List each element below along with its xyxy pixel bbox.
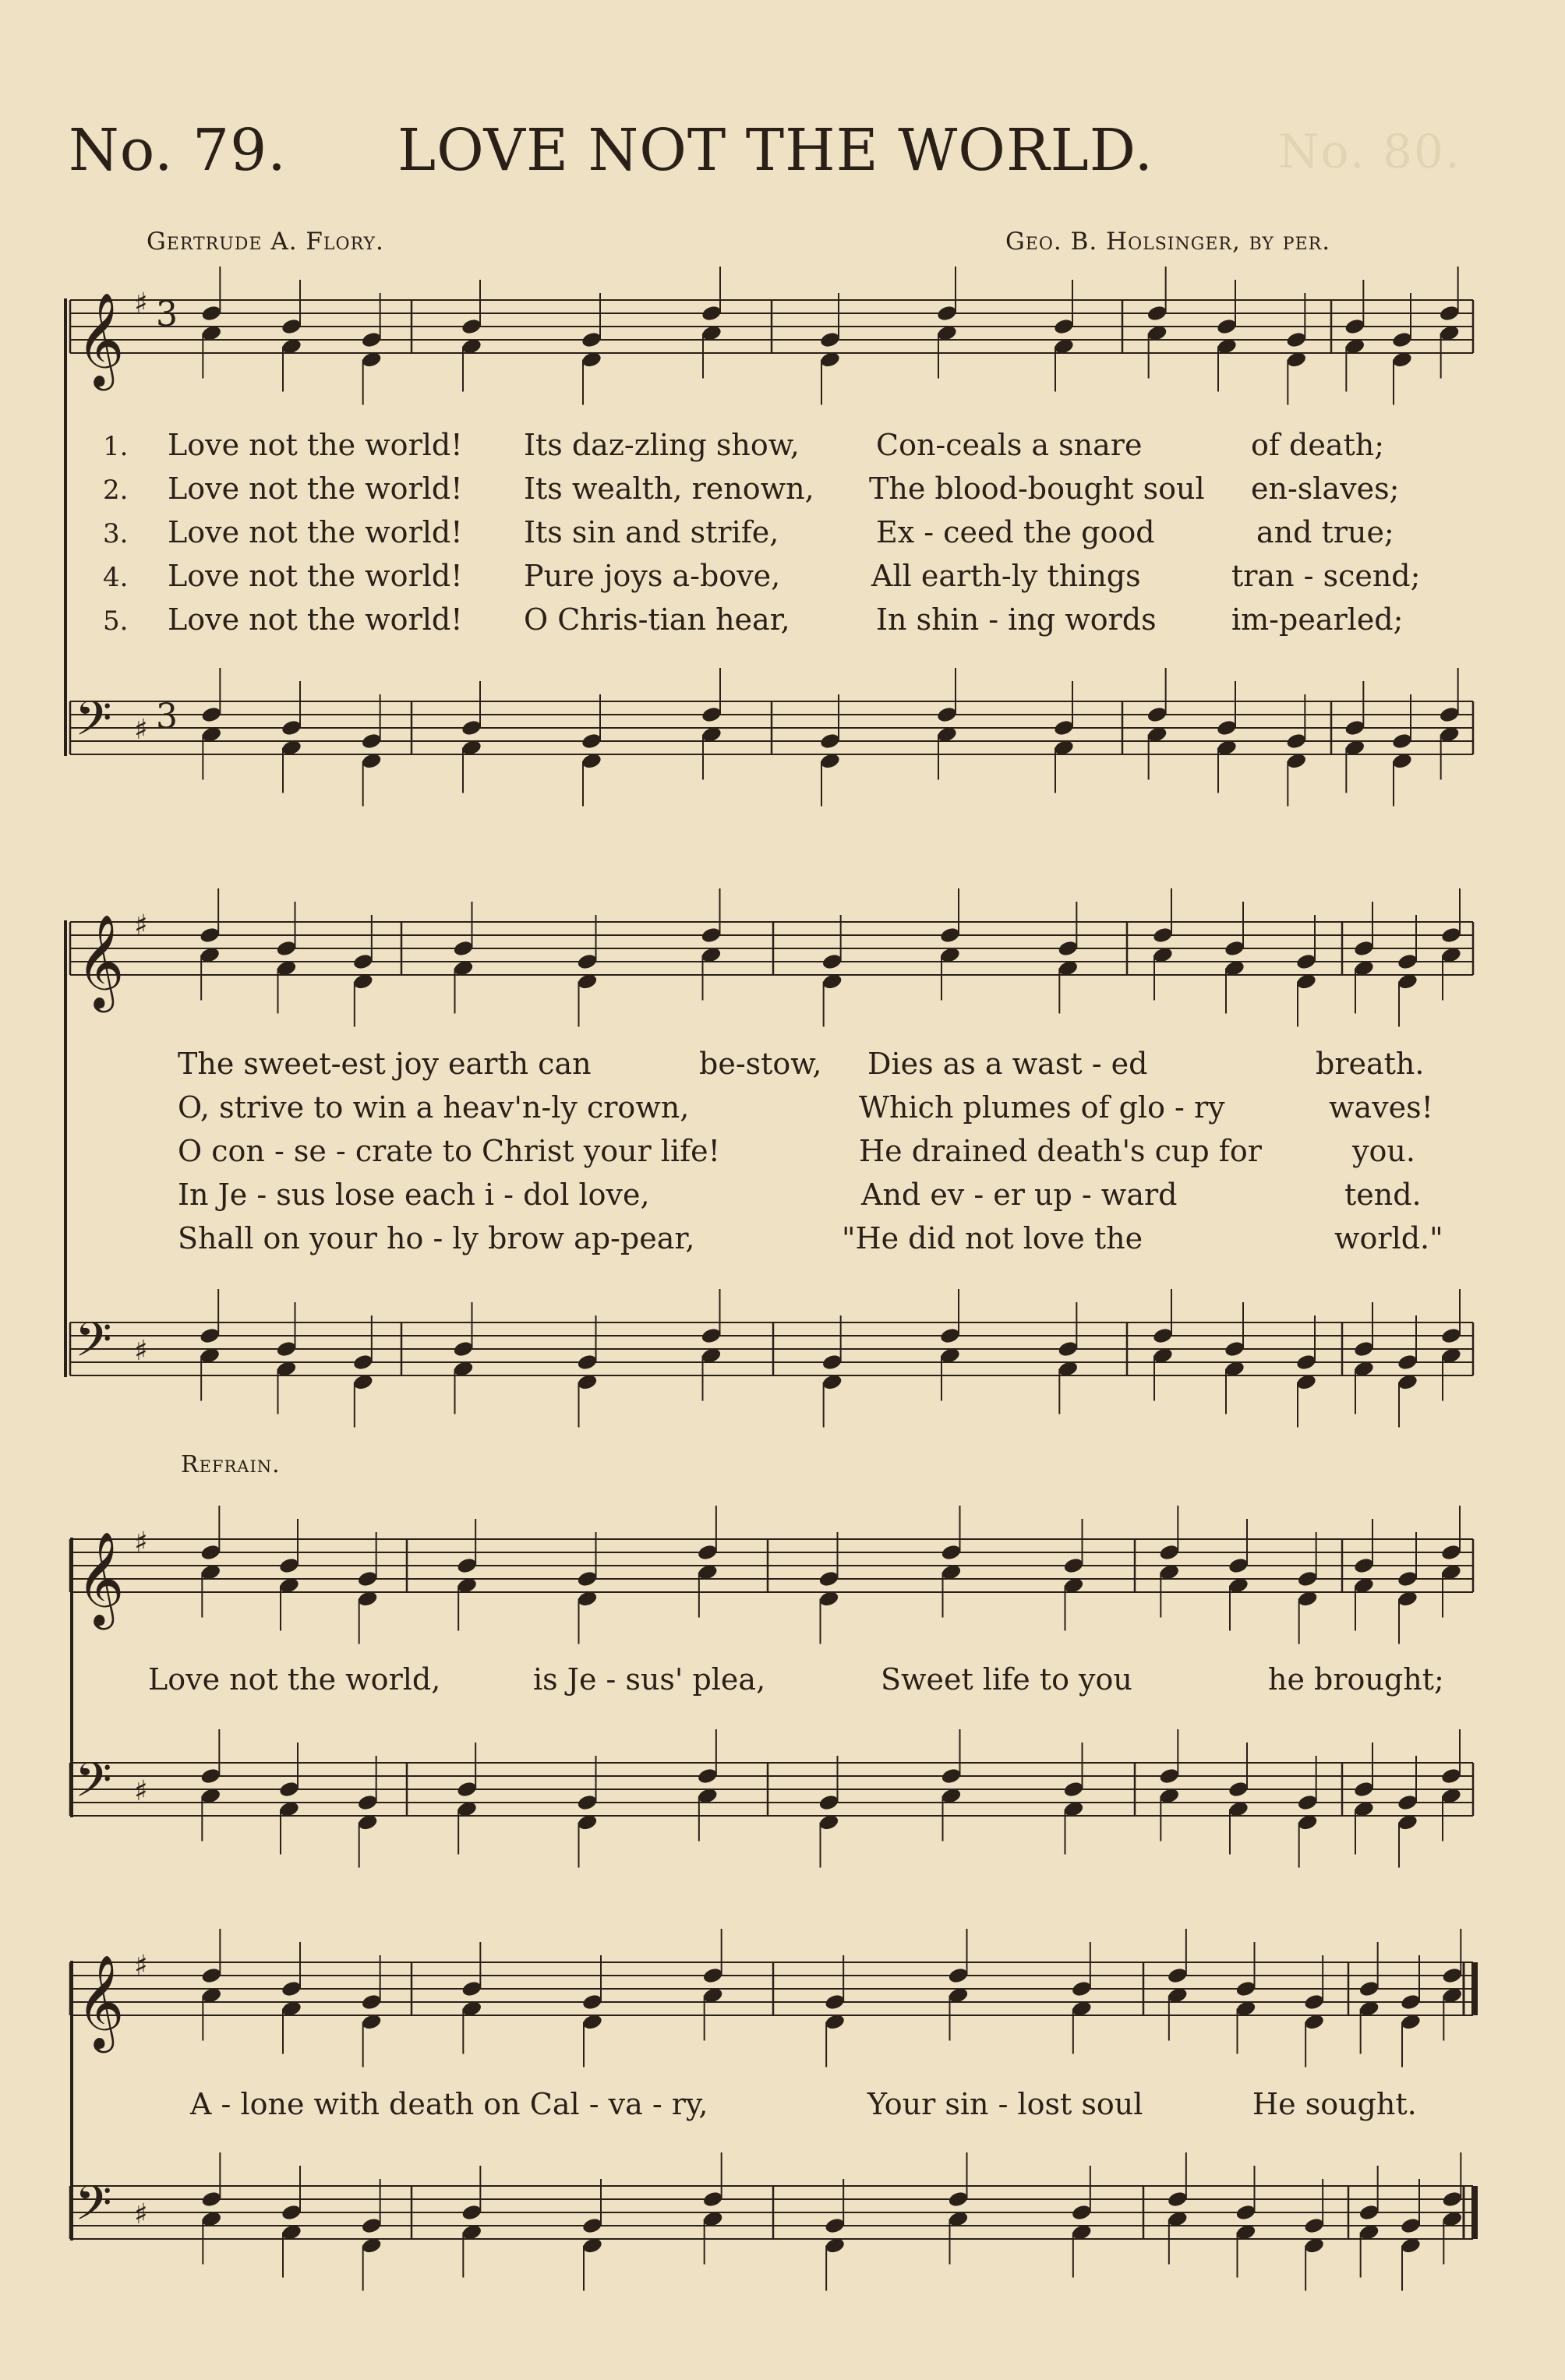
notehead — [581, 1993, 603, 2011]
lyric: Love not the world! — [168, 559, 463, 593]
notehead — [361, 330, 383, 348]
hymn-number: No. 79. — [69, 117, 287, 184]
notehead — [1285, 732, 1307, 750]
sharp-icon: ♯ — [134, 2198, 148, 2230]
notehead — [357, 1793, 379, 1811]
lyric: world." — [1334, 1221, 1443, 1255]
notehead — [576, 1793, 598, 1811]
lyric: In shin - ing words — [876, 602, 1157, 637]
notehead — [940, 1767, 962, 1785]
notehead — [697, 1543, 719, 1561]
notehead — [1440, 1767, 1462, 1785]
notehead — [1057, 1340, 1079, 1358]
notehead — [275, 1340, 297, 1358]
sharp-icon: ♯ — [134, 1775, 148, 1807]
notehead — [1224, 1340, 1245, 1358]
bass-clef-icon: 𝄢 — [75, 1312, 112, 1379]
notehead — [697, 1767, 719, 1785]
notehead — [581, 2216, 603, 2234]
sharp-icon: ♯ — [134, 1335, 148, 1367]
lyric: of death; — [1251, 428, 1385, 462]
notehead — [452, 1340, 474, 1358]
notehead — [821, 1353, 843, 1371]
notehead — [824, 2216, 846, 2234]
lyric: Pure joys a-bove, — [524, 559, 781, 593]
refrain-label: Refrain. — [181, 1451, 281, 1478]
lyric: im-pearled; — [1231, 602, 1404, 637]
notehead — [278, 1780, 300, 1798]
lyric: he brought; — [1268, 1662, 1444, 1697]
notehead — [281, 2203, 302, 2221]
lyric: "He did not love the — [842, 1221, 1143, 1255]
time-signature: 3 — [156, 697, 178, 736]
notehead — [576, 1353, 598, 1371]
notehead — [1303, 1993, 1325, 2011]
author-credit: Gertrude A. Flory. — [147, 228, 384, 256]
notehead — [361, 2216, 383, 2234]
notehead — [1439, 705, 1461, 723]
notehead — [700, 1326, 722, 1344]
lyric: tend. — [1344, 1178, 1422, 1212]
lyric: breath. — [1316, 1047, 1425, 1081]
notehead — [702, 2190, 724, 2208]
notehead — [1224, 939, 1245, 957]
notehead — [1303, 2216, 1325, 2234]
lyric: Sweet life to you — [881, 1662, 1132, 1697]
treble-clef-icon: 𝄞 — [76, 913, 125, 1008]
notehead — [352, 1353, 374, 1371]
notehead — [1353, 1340, 1375, 1358]
notehead — [1400, 2216, 1422, 2234]
lyric: He drained death's cup for — [859, 1134, 1262, 1168]
lyric: Love not the world! — [168, 515, 463, 549]
notehead — [461, 317, 482, 335]
verse-number: 5. — [103, 606, 129, 637]
lyric: you. — [1352, 1134, 1415, 1168]
notehead — [1353, 1556, 1375, 1574]
notehead — [1440, 1543, 1462, 1561]
notehead — [1216, 317, 1238, 335]
lyric: Love not the world! — [168, 428, 463, 462]
composer-credit: Geo. B. Holsinger, by per. — [1005, 228, 1331, 256]
notehead — [200, 705, 222, 723]
notehead — [1167, 1966, 1189, 1984]
sharp-icon: ♯ — [134, 1950, 148, 1982]
notehead — [1295, 952, 1317, 970]
notehead — [1057, 939, 1079, 957]
lyric: All earth-ly things — [871, 559, 1141, 593]
lyric: He sought. — [1252, 2087, 1417, 2121]
notehead — [1397, 1793, 1418, 1811]
notehead — [1439, 304, 1461, 322]
notehead — [1216, 719, 1238, 736]
notehead — [1053, 719, 1075, 736]
time-signature: 3 — [156, 295, 178, 334]
notehead — [456, 1780, 478, 1798]
notehead — [1062, 1556, 1084, 1574]
lyric: Ex - ceed the good — [876, 515, 1155, 549]
treble-clef-icon: 𝄞 — [76, 291, 125, 387]
lyric: Love not the world! — [168, 602, 463, 637]
notehead — [1397, 952, 1418, 970]
notehead — [1146, 304, 1168, 322]
notehead — [936, 304, 958, 322]
treble-clef-icon: 𝄞 — [76, 1954, 125, 2049]
notehead — [1053, 317, 1075, 335]
notehead — [1285, 330, 1307, 348]
notehead — [1397, 1570, 1418, 1587]
verse-number: 2. — [103, 475, 129, 506]
notehead — [200, 2190, 222, 2208]
lyric: O Chris-tian hear, — [524, 602, 790, 637]
notehead — [819, 732, 841, 750]
verse-number: 4. — [103, 562, 129, 593]
notehead — [352, 952, 374, 970]
notehead — [701, 705, 722, 723]
lyric: tran - scend; — [1231, 559, 1421, 593]
notehead — [281, 719, 302, 736]
notehead — [1391, 330, 1413, 348]
sharp-icon: ♯ — [134, 288, 148, 320]
notehead — [700, 926, 722, 944]
verse-number: 3. — [103, 518, 129, 549]
notehead — [1152, 926, 1174, 944]
lyric: be-stow, — [699, 1047, 822, 1081]
notehead — [361, 732, 383, 750]
notehead — [576, 1570, 598, 1587]
notehead — [1397, 1353, 1418, 1371]
notehead — [1228, 1556, 1249, 1574]
notehead — [200, 1767, 221, 1785]
notehead — [701, 304, 722, 322]
notehead — [702, 1966, 724, 1984]
lyric: en-slaves; — [1251, 471, 1400, 506]
notehead — [1146, 705, 1168, 723]
notehead — [821, 952, 843, 970]
notehead — [461, 2203, 482, 2221]
lyric: Love not the world, — [148, 1662, 441, 1697]
notehead — [361, 1993, 383, 2011]
treble-clef-icon: 𝄞 — [76, 1531, 125, 1626]
notehead — [1440, 926, 1462, 944]
notehead — [1228, 1780, 1249, 1798]
notehead — [199, 926, 221, 944]
notehead — [936, 705, 958, 723]
notehead — [1441, 1966, 1463, 1984]
notehead — [1152, 1326, 1174, 1344]
notehead — [461, 1979, 482, 1997]
lyric: O con - se - crate to Christ your life! — [178, 1134, 720, 1168]
notehead — [461, 719, 482, 736]
notehead — [1297, 1793, 1319, 1811]
notehead — [1158, 1543, 1180, 1561]
hymn-title: LOVE NOT THE WORLD. — [397, 117, 1154, 184]
notehead — [1071, 1979, 1093, 1997]
notehead — [452, 939, 474, 957]
notehead — [1235, 1979, 1256, 1997]
lyric: O, strive to win a heav'n-ly crown, — [178, 1090, 690, 1125]
notehead — [581, 732, 602, 750]
ghost-next-number: No. 80. — [1278, 125, 1462, 179]
notehead — [947, 2190, 969, 2208]
lyric: In Je - sus lose each i - dol love, — [178, 1178, 650, 1212]
lyric: waves! — [1329, 1090, 1433, 1125]
lyric: is Je - sus' plea, — [533, 1662, 766, 1697]
notehead — [281, 317, 302, 335]
notehead — [200, 1966, 222, 1984]
lyric: Your sin - lost soul — [867, 2087, 1143, 2121]
notehead — [581, 330, 602, 348]
notehead — [576, 952, 598, 970]
notehead — [947, 1966, 969, 1984]
notehead — [1353, 1780, 1375, 1798]
sharp-icon: ♯ — [134, 714, 148, 746]
notehead — [281, 1979, 302, 1997]
lyric: Shall on your ho - ly brow ap-pear, — [178, 1221, 695, 1255]
notehead — [278, 1556, 300, 1574]
lyric: And ev - er up - ward — [861, 1178, 1178, 1212]
lyric: The blood-bought soul — [869, 471, 1205, 506]
notehead — [275, 939, 297, 957]
notehead — [1358, 1979, 1380, 1997]
notehead — [1353, 939, 1375, 957]
bass-clef-icon: 𝄢 — [75, 2176, 112, 2243]
lyric: Con-ceals a snare — [876, 428, 1143, 462]
notehead — [1391, 732, 1413, 750]
lyric: Love not the world! — [168, 471, 463, 506]
notehead — [199, 1326, 221, 1344]
notehead — [1071, 2203, 1093, 2221]
bass-clef-icon: 𝄢 — [75, 1753, 112, 1820]
lyric: Its sin and strife, — [524, 515, 779, 549]
lyric: The sweet-est joy earth can — [178, 1047, 592, 1081]
notehead — [1295, 1353, 1317, 1371]
notehead — [939, 1326, 961, 1344]
bass-clef-icon: 𝄢 — [75, 691, 112, 758]
lyric: Its wealth, renown, — [524, 471, 814, 506]
verse-number: 1. — [103, 431, 129, 462]
notehead — [1441, 2190, 1463, 2208]
notehead — [1297, 1570, 1319, 1587]
notehead — [1344, 719, 1365, 736]
notehead — [1167, 2190, 1189, 2208]
notehead — [819, 330, 841, 348]
notehead — [818, 1570, 839, 1587]
lyric: and true; — [1256, 515, 1394, 549]
notehead — [1344, 317, 1365, 335]
lyric: Which plumes of glo - ry — [859, 1090, 1225, 1125]
notehead — [200, 1543, 221, 1561]
notehead — [818, 1793, 839, 1811]
notehead — [456, 1556, 478, 1574]
notehead — [200, 304, 222, 322]
notehead — [1358, 2203, 1380, 2221]
notehead — [939, 926, 961, 944]
notehead — [824, 1993, 846, 2011]
lyric: Dies as a wast - ed — [867, 1047, 1148, 1081]
notehead — [940, 1543, 962, 1561]
notehead — [1235, 2203, 1256, 2221]
sharp-icon: ♯ — [134, 1527, 148, 1559]
notehead — [357, 1570, 379, 1587]
lyric: A - lone with death on Cal - va - ry, — [190, 2087, 708, 2121]
sharp-icon: ♯ — [134, 909, 148, 941]
notehead — [1062, 1780, 1084, 1798]
notehead — [1158, 1767, 1180, 1785]
lyric: Its daz-zling show, — [524, 428, 800, 462]
notehead — [1400, 1993, 1422, 2011]
notehead — [1440, 1326, 1462, 1344]
